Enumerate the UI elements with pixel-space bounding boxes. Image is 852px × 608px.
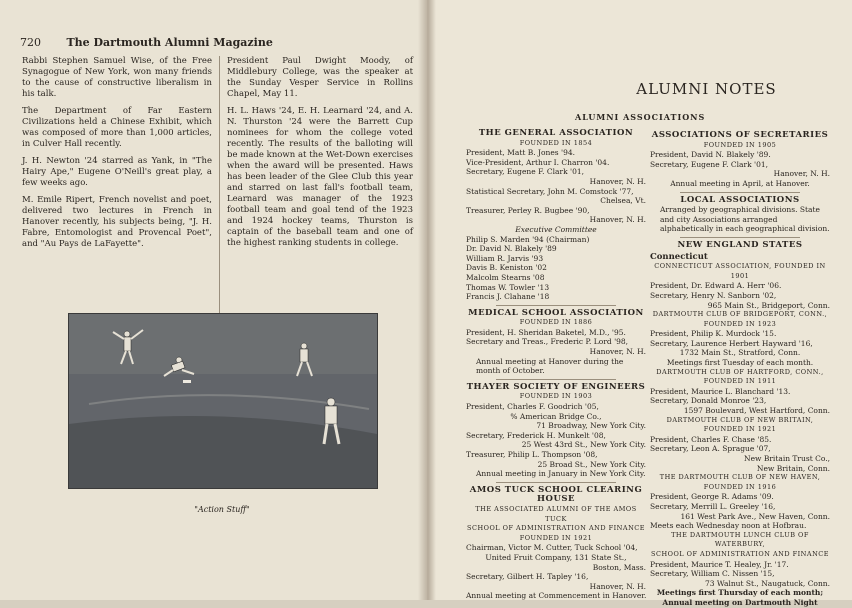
address-line: Hanover, N. H. (773, 169, 830, 179)
section-heading: MEDICAL SCHOOL ASSOCIATION (468, 307, 644, 318)
address-line: New Britain, Conn. (756, 463, 830, 473)
meeting-note: Annual meeting on Dartmouth Night (662, 597, 818, 607)
officer-line: Secretary, Leon A. Sprague '07, (650, 444, 771, 454)
officer-line: Treasurer, Philip L. Thompson '08, (466, 450, 598, 459)
founded-line: FOUNDED IN 1916 (703, 482, 777, 491)
address-line: 73 Walnut St., Naugatuck, Conn. (704, 578, 830, 588)
section-rule (496, 482, 616, 483)
officer-line: Secretary, Eugene F. Clark '01, (650, 159, 768, 169)
state-heading: Connecticut (650, 251, 708, 262)
officer-line: Secretary, Merrill L. Greeley '16, (650, 501, 776, 511)
club-heading: THE DARTMOUTH LUNCH CLUB OF WATERBURY, (671, 530, 809, 549)
local-description: Arranged by geographical divisions. State and city Associations arranged alphabetically in each geographical division. (660, 205, 830, 234)
officer-line: Secretary, Eugene F. Clark '01, (466, 167, 584, 177)
officer-line: Statistical Secretary, John M. Comstock '77, (466, 186, 634, 196)
column-divider (219, 56, 220, 336)
address-line: 965 Main St., Bridgeport, Conn. (707, 300, 830, 310)
officer-line: President, H. Sheridan Baketel, M.D., '95. (466, 327, 626, 337)
section-rule (680, 237, 800, 238)
club-heading: DARTMOUTH CLUB OF NEW BRITAIN, (666, 415, 814, 424)
committee-member: Thomas W. Towler '13 (466, 282, 550, 292)
baseball-photo (68, 313, 378, 489)
committee-member: Philip S. Marden '94 (Chairman) (466, 234, 590, 244)
officer-line: President, Dr. Edward A. Herr '06. (650, 281, 782, 291)
officer-line: President, Maurice L. Blanchard '13. (650, 386, 791, 396)
founded-line: FOUNDED IN 1921 (519, 533, 593, 542)
subheading-line: SCHOOL OF ADMINISTRATION AND FINANCE (651, 549, 829, 558)
alumni-notes-title: ALUMNI NOTES (636, 80, 777, 98)
committee-member: William R. Jarvis '93 (466, 253, 544, 263)
club-heading: THE DARTMOUTH CLUB OF NEW HAVEN, (659, 473, 821, 482)
address-line: Hanover, N. H. (589, 215, 646, 225)
left-page (0, 0, 426, 600)
news-item: President Paul Dwight Moody, of Middlebury College, was the speaker at the Sunday Vesper Service in Rollins Chapel, May 11. (227, 56, 413, 99)
section-heading: THAYER SOCIETY OF ENGINEERS (466, 381, 646, 392)
section-rule (496, 379, 616, 380)
founded-line: FOUNDED IN 1905 (703, 140, 777, 149)
officer-line: Secretary, Frederick H. Munkelt '08, (466, 430, 606, 440)
founded-line: FOUNDED IN 1903 (519, 392, 593, 401)
committee-member: Davis B. Keniston '02 (466, 263, 547, 273)
address-line: New Britain Trust Co., (744, 454, 830, 463)
news-item: The Department of Far Eastern Civilizations held a Chinese Exhibit, which was composed of more than 1,000 articles, in Culver Hall recently. (22, 106, 212, 149)
officer-line: Chairman, Victor M. Cutter, Tuck School '04, (466, 543, 638, 553)
officer-line: Secretary, Donald Monroe '23, (650, 396, 767, 406)
meeting-note: Annual meeting in January in New York City. (476, 469, 646, 479)
news-item: M. Emile Ripert, French novelist and poet, delivered two lectures in French in Hanover recently, his subjects being, "J. H. Fabre, Entomologist and Provencal Poet", and "Au Pays de LaFayette". (22, 195, 212, 249)
news-item: J. H. Newton '24 starred as Yank, in "The Hairy Ape," Eugene O'Neill's great play, a few weeks ago. (22, 156, 212, 188)
address-line: Hanover, N. H. (589, 581, 646, 591)
meeting-note: Meets each Wednesday noon at Hofbrau. (650, 521, 807, 531)
subheading-line: SCHOOL OF ADMINISTRATION AND FINANCE (467, 524, 645, 533)
address-line: 25 West 43rd St., New York City. (521, 440, 646, 450)
magazine-title: The Dartmouth Alumni Magazine (66, 36, 273, 49)
right-column-1 (466, 126, 646, 601)
address-line: % American Bridge Co., (510, 411, 602, 421)
region-heading: NEW ENGLAND STATES (677, 239, 803, 250)
address-line: 71 Broadway, New York City. (536, 421, 646, 431)
committee-member: Dr. David N. Blakely '89 (466, 244, 557, 254)
officer-line: President, Matt B. Jones '94. (466, 148, 576, 158)
founded-line: FOUNDED IN 1911 (703, 377, 777, 386)
meeting-note: Annual meeting at Hanover during the month of October. (476, 356, 624, 376)
officer-line: Treasurer, Perley R. Bugbee '90, (466, 205, 590, 215)
address-line: 1732 Main St., Stratford, Conn. (679, 348, 801, 358)
subheading-line: THE ASSOCIATED ALUMNI OF THE AMOS TUCK (475, 504, 637, 523)
committee-member: Malcolm Stearns '08 (466, 272, 545, 282)
founded-line: FOUNDED IN 1921 (703, 425, 777, 434)
officer-line: President, Maurice T. Healey, Jr. '17. (650, 559, 789, 569)
officer-line: Secretary, Laurence Herbert Hayward '16, (650, 338, 813, 348)
news-item: Rabbi Stephen Samuel Wise, of the Free Synagogue of New York, won many friends to the cause of constructive liberalism in his talk. (22, 56, 212, 99)
right-column-2 (650, 128, 830, 608)
left-column-1 (22, 56, 212, 256)
officer-line: Secretary, William C. Nissen '15, (650, 569, 775, 579)
officer-line: President, Charles F. Goodrich '05, (466, 402, 599, 412)
address-line: United Fruit Company, 131 State St., (485, 552, 627, 562)
officer-line: Secretary and Treas., Frederic P. Lord '98, (466, 337, 629, 347)
address-line: 1597 Boulevard, West Hartford, Conn. (683, 406, 830, 416)
section-heading: THE GENERAL ASSOCIATION (478, 128, 634, 138)
section-heading: HOUSE (537, 494, 575, 505)
officer-line: Secretary, Henry N. Sanborn '02, (650, 290, 777, 300)
address-line: Hanover, N. H. (589, 347, 646, 357)
executive-committee-heading: Executive Committee (515, 224, 597, 234)
officer-line: President, Charles F. Chase '85. (650, 434, 772, 444)
officer-line: President, David N. Blakely '89. (650, 150, 771, 160)
address-line: Chelsea, Vt. (600, 196, 646, 206)
officer-line: Vice-President, Arthur I. Charron '04. (466, 157, 610, 167)
address-line: Hanover, N. H. (589, 176, 646, 186)
address-line: 161 West Park Ave., New Haven, Conn. (680, 511, 830, 521)
meeting-note: Meetings first Tuesday of each month. (666, 358, 814, 368)
section-rule (496, 305, 616, 306)
section-rule (680, 192, 800, 193)
section-heading: LOCAL ASSOCIATIONS (680, 194, 800, 205)
section-heading: AMOS TUCK SCHOOL CLEARING (469, 484, 643, 495)
founded-line: FOUNDED IN 1923 (703, 319, 777, 328)
page-number: 720 (20, 36, 41, 49)
address-line: Boston, Mass. (592, 562, 646, 572)
left-page-header (20, 36, 273, 49)
photo-caption: "Action Stuff" (194, 505, 250, 514)
baseball-scene-illustration (69, 314, 377, 488)
meeting-note: Annual meeting in April, at Hanover. (670, 178, 810, 188)
alumni-associations-subtitle: ALUMNI ASSOCIATIONS (575, 112, 706, 122)
officer-line: President, George R. Adams '09. (650, 492, 774, 502)
left-column-2 (227, 56, 413, 255)
club-heading: DARTMOUTH CLUB OF BRIDGEPORT, CONN., (652, 310, 828, 319)
section-heading: ASSOCIATIONS OF SECRETARIES (651, 130, 829, 140)
club-heading: CONNECTICUT ASSOCIATION, FOUNDED IN 1901 (654, 262, 826, 280)
founded-line: FOUNDED IN 1854 (519, 138, 593, 147)
address-line: 25 Broad St., New York City. (537, 459, 646, 469)
meeting-note: Annual meeting at Commencement in Hanover. (466, 591, 647, 601)
meeting-note: Meetings first Thursday of each month; (656, 588, 824, 598)
club-heading: DARTMOUTH CLUB OF HARTFORD, CONN., (656, 367, 824, 376)
committee-member: Francis J. Clahane '18 (466, 292, 550, 302)
officer-line: Secretary, Gilbert H. Tapley '16, (466, 572, 589, 582)
founded-line: FOUNDED IN 1886 (519, 318, 593, 327)
officer-line: President, Philip K. Murdock '15. (650, 329, 777, 339)
news-item: H. L. Haws '24, E. H. Learnard '24, and A. N. Thurston '24 were the Barrett Cup nominees for whom the college voted recently. The results of the balloting will be made known at the Wet-Down exercises when the award will be presented. Haws has been leader of the Glee Club this year and starred on last fall's football team, Learnard was manager of the 1923 football team and goal tend of the 1923 and 1924 hockey teams, Thurston is captain of the baseball team and one of the highest ranking students in college. (227, 106, 413, 248)
